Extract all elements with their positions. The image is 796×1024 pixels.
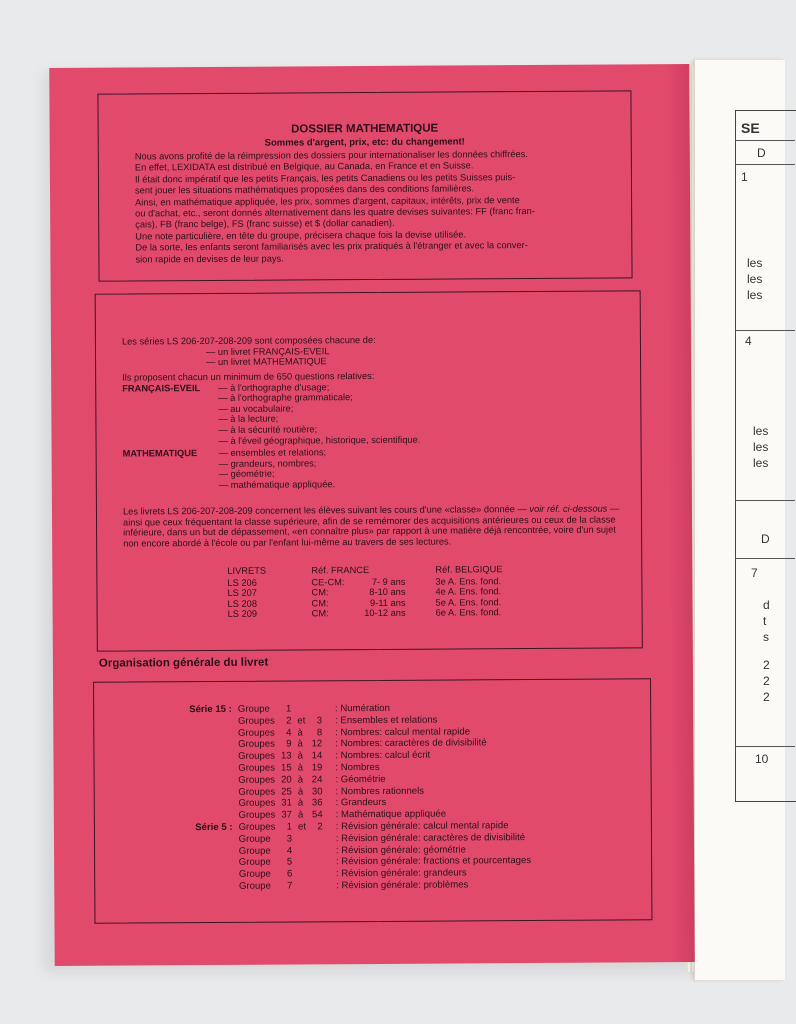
group-cell: 4 xyxy=(286,845,293,857)
group-cell: 19 xyxy=(311,762,323,774)
group-cell: 3 xyxy=(286,833,293,845)
table-row xyxy=(187,855,534,869)
group-cell: à xyxy=(297,774,304,786)
table-header: Réf. FRANCE xyxy=(311,565,370,576)
concern-text: Les livrets LS 206-207-208-209 concernent les élèves suivant les cours d'une «classe» donnée — xyxy=(122,504,530,517)
dossier-line: De la sorte, les enfants seront familiarisés avec les prix pratiqués à l'étranger et avec la conver- xyxy=(135,240,528,253)
group-cell: 13 xyxy=(280,750,292,762)
dossier-line: Nous avons profité de la réimpression des dossiers pour internationaliser les données chiffrées. xyxy=(134,149,528,162)
group-cell: et xyxy=(298,821,307,833)
right-page-item: les xyxy=(753,456,769,470)
right-page-rule xyxy=(735,330,795,331)
group-cell: 1 xyxy=(285,703,292,715)
group-topic: : Ensembles et relations xyxy=(335,714,438,727)
dossier-text xyxy=(135,149,606,266)
serie-label xyxy=(187,845,236,857)
group-topic: : Nombres: caractères de divisibilité xyxy=(335,737,487,750)
right-page-item: les xyxy=(747,272,763,286)
group-topic: : Nombres xyxy=(335,761,380,774)
group-cell: 5 xyxy=(286,856,293,868)
group-cell: 3 xyxy=(316,715,323,727)
group-cell: 31 xyxy=(281,797,292,809)
table-cell: 5e A. Ens. fond. xyxy=(435,596,502,608)
group-topic: : Mathématique appliquée xyxy=(335,808,447,821)
group-topic: : Nombres: calcul mental rapide xyxy=(335,725,471,738)
group-cell xyxy=(309,880,326,892)
serie-label: Série 15 : xyxy=(189,703,232,716)
serie-label xyxy=(187,810,236,822)
table-cell: 10-12 ans xyxy=(364,608,406,619)
dossier-line: Ainsi, en mathématique appliquée, les prix, sommes d'argent, capitaux, intérêts, prix de vente xyxy=(135,194,520,208)
dossier-line: Une note particulière, en tête du groupe, précisera chaque fois la devise utilisée. xyxy=(135,229,467,242)
francais-item: — à l'éveil géographique, historique, scientifique. xyxy=(218,434,421,446)
group-cell: Groupes xyxy=(238,750,275,763)
group-topic: : Révision générale: grandeurs xyxy=(335,867,467,880)
table-row xyxy=(186,737,533,751)
math-item: — ensembles et relations; xyxy=(218,447,327,459)
right-page-rule xyxy=(735,500,795,501)
right-page-item: d xyxy=(763,598,770,612)
table-cell: CM: xyxy=(311,598,329,609)
series-box xyxy=(95,290,643,651)
group-cell: 20 xyxy=(281,774,292,786)
group-cell: 8 xyxy=(316,726,323,738)
dossier-line: sion rapide en devises de leur pays. xyxy=(135,253,284,265)
math-item: — grandeurs, nombres; xyxy=(218,458,317,469)
dossier-line: çais), FB (franc belge), FS (franc suisse) et $ (dollar canadien). xyxy=(135,218,395,230)
table-cell: CM: xyxy=(311,587,329,598)
math-item: — géométrie; xyxy=(218,468,275,480)
francais-item: — à l'orthographe grammaticale; xyxy=(218,392,353,404)
right-page-header: SE xyxy=(741,120,760,136)
table-cell: CE-CM: xyxy=(311,576,345,587)
right-page-item: 4 xyxy=(745,334,752,348)
group-cell: Groupes xyxy=(238,809,276,821)
right-page-rule xyxy=(735,746,795,747)
right-page-item: les xyxy=(747,256,763,270)
group-cell xyxy=(309,868,326,880)
group-cell: 54 xyxy=(311,809,323,821)
francais-item: — au vocabulaire; xyxy=(218,403,294,414)
francais-item: — à la lecture; xyxy=(218,413,279,425)
dossier-line: En effet, LEXIDATA est distribué en Belgique, au Canada, en France et en Suisse. xyxy=(134,160,474,173)
group-cell: 2 xyxy=(317,821,323,833)
group-cell: Groupes xyxy=(238,821,276,833)
group-cell: 6 xyxy=(286,868,293,880)
table-cell: 4e A. Ens. fond. xyxy=(435,586,502,597)
group-cell: Groupe xyxy=(238,880,271,892)
francais-item: — à l'orthographe d'usage; xyxy=(218,381,330,393)
serie-label xyxy=(186,727,235,739)
group-cell: Groupe xyxy=(237,703,270,715)
math-item: — mathématique appliquée. xyxy=(218,479,336,490)
right-page-rule xyxy=(735,164,795,165)
francais-item: — à la sécurité routière; xyxy=(218,424,318,435)
group-cell xyxy=(294,703,308,715)
group-cell: 9 xyxy=(286,738,292,750)
table-cell: LS 208 xyxy=(227,598,258,609)
dossier-title: DOSSIER MATHEMATIQUE xyxy=(291,122,439,136)
serie-label xyxy=(187,798,236,810)
group-cell: 1 xyxy=(286,821,293,833)
dossier-line: Il était donc impératif que les petits Français, les petits Canadiens ou les petits Suisses puis- xyxy=(134,171,516,185)
table-header: LIVRETS xyxy=(227,565,267,576)
table-cell: 7- 9 ans xyxy=(371,576,406,587)
math-label: MATHEMATIQUE xyxy=(122,448,198,459)
group-cell: 12 xyxy=(311,738,323,750)
livrets-table xyxy=(223,564,506,620)
serie-label xyxy=(186,716,235,728)
right-page-sub: D xyxy=(757,146,766,160)
table-cell: LS 209 xyxy=(227,609,258,620)
group-cell: Groupe xyxy=(238,845,271,857)
group-cell: 36 xyxy=(311,797,323,809)
group-cell: à xyxy=(297,738,303,750)
group-cell xyxy=(295,869,309,881)
serie-label xyxy=(187,775,236,787)
series-propose: Ils proposent chacun un minimum de 650 questions relatives: xyxy=(122,370,375,383)
right-page-item: les xyxy=(747,288,763,302)
table-cell: CM: xyxy=(311,608,329,619)
group-topic: : Grandeurs xyxy=(335,797,387,809)
organisation-title: Organisation générale du livret xyxy=(98,656,269,670)
group-cell: Groupe xyxy=(238,868,271,880)
group-cell: Groupes xyxy=(238,786,276,798)
table-row xyxy=(187,879,534,893)
groups-table xyxy=(186,702,534,893)
group-cell: 24 xyxy=(311,774,323,786)
right-page xyxy=(694,60,785,980)
series-component: — un livret FRANÇAIS-EVEIL xyxy=(205,345,330,357)
right-page-item: 1 xyxy=(741,170,748,184)
right-page-item: D xyxy=(761,532,770,546)
right-page-item: 2 xyxy=(763,690,770,704)
table-cell: LS 206 xyxy=(227,577,257,588)
group-cell: 15 xyxy=(280,762,292,774)
series-component: — un livret MATHEMATIQUE xyxy=(206,356,327,368)
group-cell: Groupes xyxy=(238,774,276,786)
right-page-item: 10 xyxy=(755,752,769,766)
right-page-item: les xyxy=(753,424,769,438)
series-concern xyxy=(123,503,621,548)
right-page-item: 2 xyxy=(763,674,770,688)
group-topic: : Révision générale: caractères de divisibilité xyxy=(335,831,526,844)
group-cell xyxy=(295,857,309,869)
group-cell xyxy=(295,880,309,892)
group-cell: Groupe xyxy=(238,856,271,869)
group-cell: Groupes xyxy=(238,762,276,774)
serie-label: Série 5 : xyxy=(195,821,233,834)
serie-label xyxy=(186,751,235,763)
series-intro-text: Les séries LS 206-207-208-209 sont composées chacune de: xyxy=(121,334,376,347)
serie-label xyxy=(187,834,236,846)
series-subjects xyxy=(122,369,621,491)
group-cell xyxy=(309,845,326,857)
table-cell: LS 207 xyxy=(227,587,257,599)
group-cell: à xyxy=(297,809,304,821)
right-page-rule xyxy=(735,558,795,559)
group-cell: 4 xyxy=(286,727,292,739)
concern-text: — ainsi que ceux fréquentant la classe supérieure, afin de se remémorer des acquisitions antérieures ou ceux de la classe inférieure, dans un but de dépassement, «en connaître plus» par rapport à une matière déjà rencontrée, voire d'un sujet non encore abordé à l'école ou par l'enfant lui-même au travers de ses lectures. xyxy=(123,503,620,549)
group-cell: à xyxy=(297,762,304,774)
table-cell: 9-11 ans xyxy=(370,597,406,608)
group-cell xyxy=(295,833,309,845)
group-cell: Groupes xyxy=(238,738,275,751)
table-row xyxy=(187,832,534,846)
table-header: Réf. BELGIQUE xyxy=(435,564,503,575)
dossier-subtitle: Sommes d'argent, prix, etc: du changement! xyxy=(264,136,465,149)
series-intro xyxy=(122,333,620,368)
serie-label xyxy=(187,763,236,775)
group-topic: : Révision générale: géométrie xyxy=(335,843,467,856)
right-page-item: t xyxy=(763,614,767,628)
serie-label xyxy=(187,786,236,798)
group-topic: : Révision générale: calcul mental rapide xyxy=(335,820,509,833)
group-topic: : Nombres rationnels xyxy=(335,785,425,797)
group-cell xyxy=(309,833,326,845)
table-row xyxy=(224,608,507,620)
group-cell: 14 xyxy=(311,750,323,762)
group-cell: 30 xyxy=(311,785,323,797)
dossier-box xyxy=(97,90,632,281)
group-topic: : Révision générale: fractions et pourcentages xyxy=(335,855,532,868)
group-cell: à xyxy=(297,750,303,762)
right-page-item: s xyxy=(763,630,769,644)
francais-label: FRANÇAIS-EVEIL xyxy=(122,382,201,394)
serie-label xyxy=(187,857,236,869)
group-cell: 2 xyxy=(286,715,292,727)
group-topic: : Géométrie xyxy=(335,773,386,786)
group-cell xyxy=(295,845,309,857)
right-page-rule xyxy=(735,140,795,141)
group-topic: : Numération xyxy=(334,702,390,715)
group-cell: et xyxy=(297,715,306,727)
serie-label xyxy=(186,739,235,751)
table-cell: 8-10 ans xyxy=(369,586,406,598)
dossier-line: ou d'achat, etc., seront donnés alternativement dans les quatre devises suivantes: FF (franc fran- xyxy=(135,206,535,219)
group-cell: à xyxy=(297,786,304,798)
group-cell: à xyxy=(297,727,303,739)
group-cell: 37 xyxy=(281,809,293,821)
group-cell: Groupes xyxy=(237,727,275,739)
group-topic: : Révision générale: problèmes xyxy=(336,879,469,892)
organisation-box xyxy=(93,678,652,923)
right-page-item: 2 xyxy=(763,658,770,672)
table-cell: 6e A. Ens. fond. xyxy=(435,607,502,618)
serie-label xyxy=(187,869,236,881)
right-page-item: 7 xyxy=(751,566,758,580)
group-cell: 7 xyxy=(287,880,293,892)
group-topic: : Nombres: calcul écrit xyxy=(335,749,431,762)
group-cell: Groupes xyxy=(238,797,276,810)
group-cell xyxy=(309,857,326,869)
group-cell: 25 xyxy=(281,786,292,798)
group-cell: à xyxy=(297,797,304,809)
concern-ref: voir réf. ci-dessous xyxy=(529,503,608,515)
group-cell xyxy=(308,703,325,715)
dossier-line: sent jouer les situations mathématiques proposées dans des conditions familières. xyxy=(134,183,475,196)
group-cell: Groupes xyxy=(237,715,275,727)
pink-sheet xyxy=(49,64,694,966)
table-cell: 3e A. Ens. fond. xyxy=(435,575,502,587)
serie-label xyxy=(187,881,236,893)
group-cell: Groupe xyxy=(238,833,271,845)
right-page-item: les xyxy=(753,440,769,454)
